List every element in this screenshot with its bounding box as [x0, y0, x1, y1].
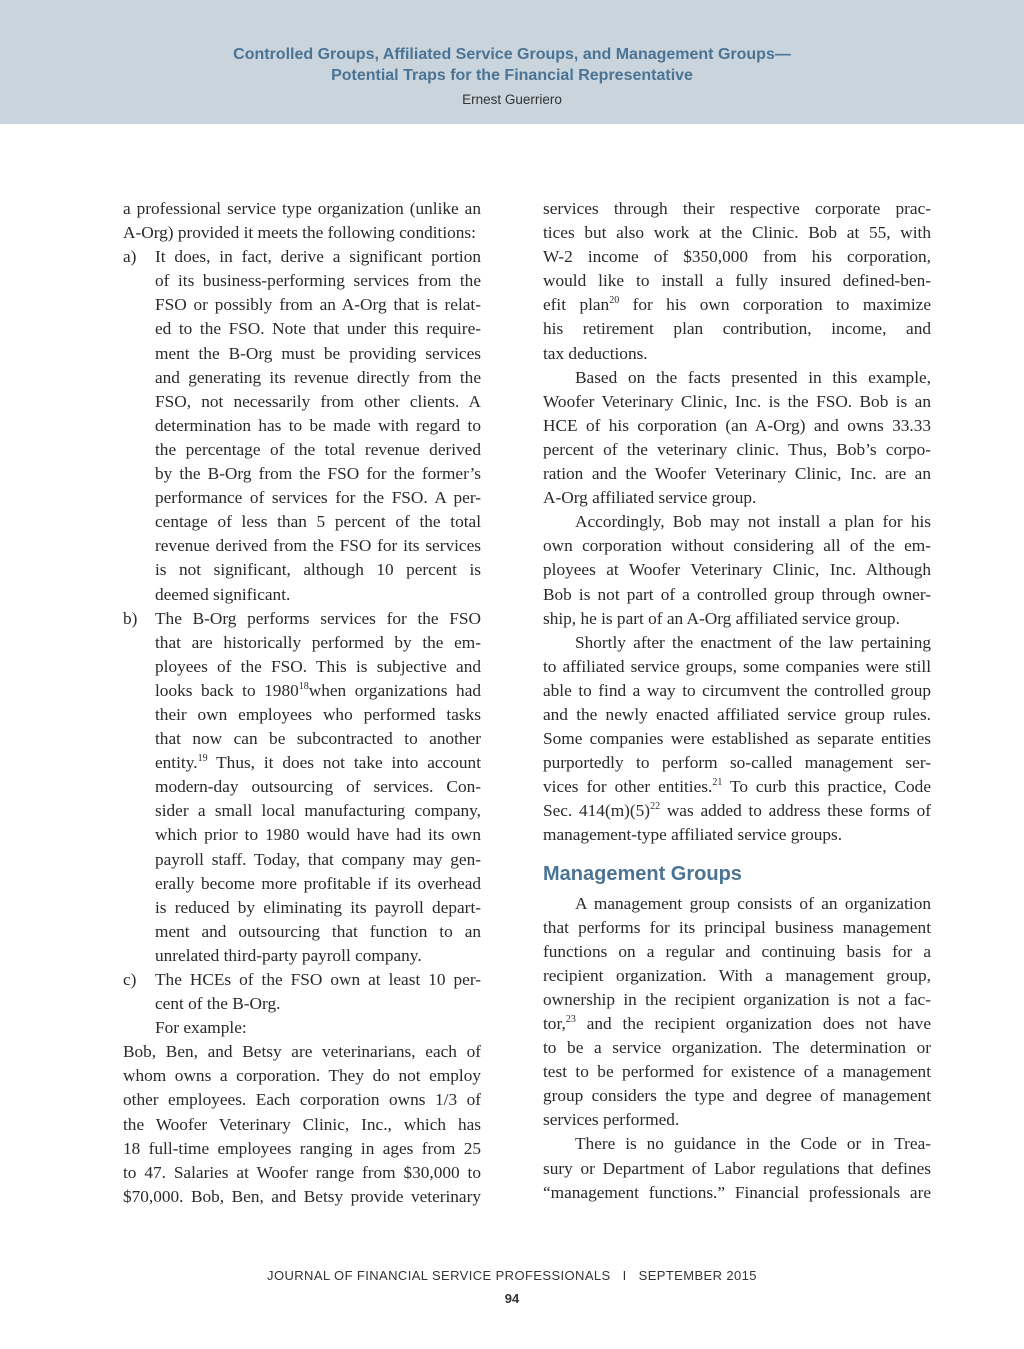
footnote-ref: 20 — [609, 295, 620, 307]
text-line: W-2 income of $350,000 from his corporation, — [543, 247, 931, 267]
text-line: deemed significant. — [155, 584, 291, 604]
text-line: that performs for its principal business management — [543, 917, 931, 937]
right-column — [543, 197, 931, 1205]
text-line: to affiliated service groups, some companies were still — [543, 656, 931, 676]
list-item-a — [123, 245, 481, 269]
text-line: the percentage of the total revenue derived — [155, 439, 481, 459]
text-line: sury or Department of Labor regulations that defines — [543, 1158, 931, 1178]
text-line: unrelated third-party payroll company. — [155, 945, 422, 965]
text-line: revenue derived from the FSO for its services — [155, 536, 481, 556]
text-line: centage of less than 5 percent of the total — [155, 512, 481, 532]
text-line: ment and outsourcing that function to an — [155, 921, 481, 941]
footnote-ref: 18 — [298, 680, 309, 692]
text-line: able to find a way to circumvent the controlled group — [543, 680, 931, 700]
text-line: recipient organization. With a management group, — [543, 965, 931, 985]
running-header — [0, 0, 1024, 124]
text-line: 18 full-time employees ranging in ages from 25 — [123, 1138, 481, 1158]
text-line: their own employees who performed tasks — [155, 704, 481, 724]
text-line: There is no guidance in the Code or in Trea- — [575, 1134, 931, 1154]
list-item-b — [123, 607, 481, 631]
text-line: ration and the Woofer Veterinary Clinic, Inc. are an — [543, 464, 931, 484]
footnote-ref: 22 — [650, 801, 661, 813]
text-line: the Woofer Veterinary Clinic, Inc., which has — [123, 1114, 481, 1134]
text-line: Shortly after the enactment of the law pertaining — [575, 632, 931, 652]
footnote-ref: 21 — [712, 777, 723, 789]
text-run: Sec. 414(m)(5) — [543, 801, 651, 821]
text-line: The HCEs of the FSO own at least 10 per- — [155, 970, 481, 989]
text-line: services through their respective corporate prac- — [543, 199, 931, 218]
left-column — [123, 197, 481, 1209]
text-line — [543, 1012, 931, 1036]
text-line: FSO or possibly from an A-Org that is relat- — [155, 295, 481, 315]
list-item-c — [123, 968, 481, 992]
text-line: Bob, Ben, and Betsy are veterinarians, each of — [123, 1042, 481, 1062]
text-line: Accordingly, Bob may not install a plan for his — [575, 512, 931, 532]
text-line: “management functions.” Financial professionals are — [543, 1182, 931, 1202]
text-line: that now can be subcontracted to another — [155, 729, 481, 749]
text-run: Thus, it does not take into account — [207, 753, 481, 773]
footnote-ref: 19 — [197, 753, 208, 765]
text-line: ment the B-Org must be providing services — [155, 343, 481, 363]
footnote-ref: 23 — [565, 1014, 576, 1025]
text-line: functions on a regular and continuing basis for a — [543, 941, 931, 961]
text-line: purportedly to perform so-called management ser- — [543, 753, 931, 773]
footer-separator: I — [622, 1268, 627, 1283]
list-marker: b) — [123, 608, 138, 628]
text-line: Bob is not part of a controlled group through owner- — [543, 584, 931, 604]
text-run: looks back to 1980 — [155, 680, 299, 700]
text-line: payroll staff. Today, that company may gen- — [155, 849, 481, 869]
text-line: For example: — [155, 1018, 247, 1038]
text-line: FSO, not necessarily from other clients. A — [155, 391, 481, 411]
text-line: HCE of his corporation (an A-Org) and owns 33.33 — [543, 415, 931, 435]
article-title-line-1: Controlled Groups, Affiliated Service Groups, and Management Groups— — [233, 46, 791, 63]
issue-date: SEPTEMBER 2015 — [638, 1268, 757, 1283]
text-line: a professional service type organization (unlike an — [123, 199, 481, 218]
text-run: vices for other entities. — [543, 777, 713, 797]
text-line — [123, 679, 481, 703]
text-line: other employees. Each corporation owns 1/3 of — [123, 1090, 481, 1110]
list-marker: c) — [123, 970, 137, 989]
text-line: and generating its revenue directly from the — [155, 367, 481, 387]
text-line: whom owns a corporation. They do not employ — [123, 1066, 481, 1086]
text-line: ship, he is part of an A-Org affiliated service group. — [543, 608, 900, 628]
text-run: and the recipient organization does not have — [575, 1014, 931, 1033]
text-run: when organizations had — [308, 680, 481, 700]
journal-name: JOURNAL OF FINANCIAL SERVICE PROFESSIONALS — [267, 1268, 611, 1283]
article-title — [0, 44, 1024, 86]
text-line: modern-day outsourcing of services. Con- — [155, 777, 481, 797]
text-line: Based on the facts presented in this example, — [575, 367, 931, 387]
text-line: management-type affiliated service groups. — [543, 825, 843, 845]
running-footer — [0, 1268, 1024, 1283]
text-line: Some companies were established as separate entities — [543, 729, 931, 749]
text-line: to 47. Salaries at Woofer range from $30,000 to — [123, 1162, 481, 1182]
text-line: own corporation without considering all of the em- — [543, 536, 931, 556]
text-line: his retirement plan contribution, income, and — [543, 319, 931, 339]
text-line: and the newly enacted affiliated service group rules. — [543, 704, 931, 724]
text-line: is not significant, although 10 percent is — [155, 560, 481, 580]
text-line: ownership in the recipient organization is not a fac- — [543, 989, 931, 1009]
text-line: tices but also work at the Clinic. Bob at 55, with — [543, 223, 931, 243]
text-line: tax deductions. — [543, 343, 648, 363]
text-line: A-Org) provided it meets the following conditions: — [123, 223, 476, 243]
text-line: group considers the type and degree of management — [543, 1086, 931, 1106]
text-line: performance of services for the FSO. A per- — [155, 488, 481, 508]
text-line: ployees at Woofer Veterinary Clinic, Inc. Although — [543, 560, 931, 580]
text-line: is reduced by eliminating its payroll depart- — [155, 897, 481, 917]
text-line: test to be performed for existence of a management — [543, 1062, 931, 1082]
text-line: ployees of the FSO. This is subjective and — [155, 656, 481, 676]
text-line: sider a small local manufacturing company, — [155, 801, 481, 821]
article-title-line-2: Potential Traps for the Financial Representative — [331, 67, 693, 84]
text-line — [123, 751, 481, 775]
text-run: entity. — [155, 753, 198, 773]
text-line — [543, 799, 931, 823]
page-number: 94 — [504, 1291, 520, 1306]
section-heading: Management Groups — [543, 862, 742, 885]
text-line: of its business-performing services from the — [155, 271, 481, 291]
text-run: for his own corporation to maximize — [619, 295, 931, 315]
text-run: was added to address these forms of — [660, 801, 931, 821]
text-line: which prior to 1980 would have had its own — [155, 825, 481, 845]
text-line: erally become more profitable if its overhead — [155, 873, 481, 893]
text-line: $70,000. Bob, Ben, and Betsy provide veterinary — [123, 1186, 481, 1206]
text-line: that are historically performed by the em- — [155, 632, 481, 652]
text-line: A management group consists of an organization — [575, 893, 931, 913]
text-line: ed to the FSO. Note that under this require- — [155, 319, 481, 339]
text-line: Woofer Veterinary Clinic, Inc. is the FSO. Bob is an — [543, 391, 931, 411]
text-line: determination has to be made with regard to — [155, 415, 481, 435]
text-line — [543, 293, 931, 317]
text-line: cent of the B-Org. — [155, 994, 281, 1014]
text-line: The B-Org performs services for the FSO — [155, 608, 481, 628]
text-run: To curb this practice, Code — [722, 777, 931, 797]
text-run: efit plan — [543, 295, 610, 315]
text-line: A-Org affiliated service group. — [543, 488, 757, 508]
text-line: It does, in fact, derive a significant portion — [155, 247, 481, 267]
text-line: would like to install a fully insured defined-ben- — [543, 271, 931, 291]
text-line: by the B-Org from the FSO for the former’s — [155, 464, 481, 484]
list-marker: a) — [123, 247, 137, 267]
text-line: services performed. — [543, 1110, 680, 1130]
text-line — [543, 775, 931, 799]
text-line: percent of the veterinary clinic. Thus, Bob’s corpo- — [543, 439, 931, 459]
author-name: Ernest Guerriero — [462, 92, 562, 107]
text-line: to be a service organization. The determination or — [543, 1038, 931, 1058]
text-run: tor, — [543, 1014, 566, 1033]
